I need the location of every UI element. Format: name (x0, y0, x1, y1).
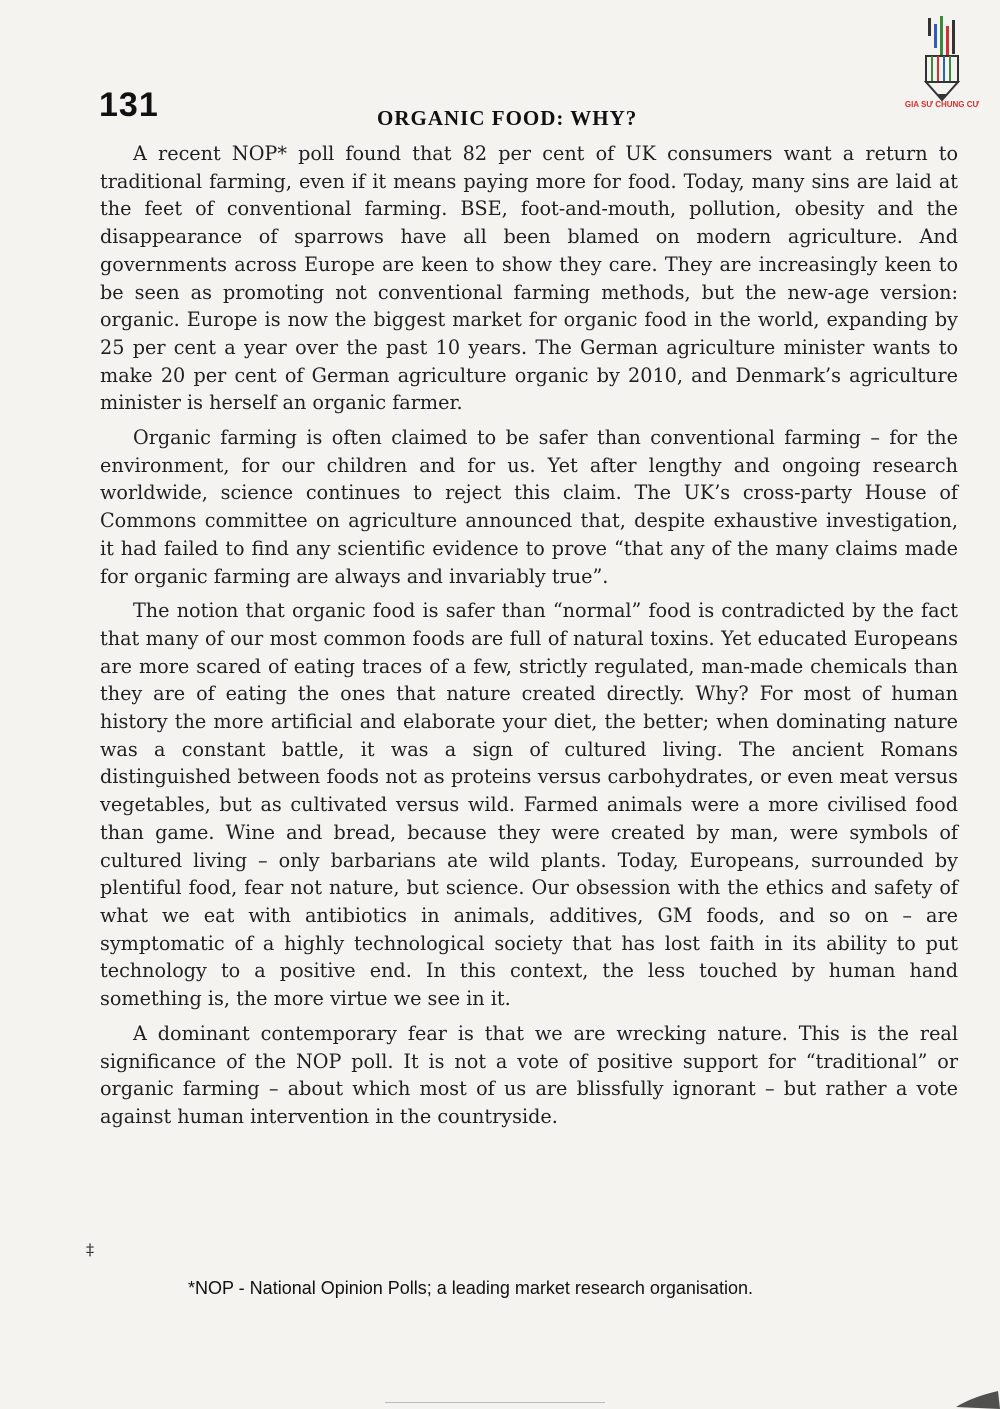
paragraph: A recent NOP* poll found that 82 per cent of UK consumers want a return to traditional farming, even if it means paying more for food. Today, many sins are laid at the feet of conventional farming. BSE, foot-and-mouth, pollution, obesity and the disappearance of sparrows have all been blamed on modern agriculture. And governments across Europe are keen to show they care. They are increasingly keen to be seen as promoting not conventional farming methods, but the new-age version: organic. Europe is now the biggest market for organic food in the world, expanding by 25 per cent a year over the past 10 years. The German agriculture minister wants to make 20 per cent of German agriculture organic by 2010, and Denmark’s agriculture minister is herself an organic farmer. (100, 142, 958, 415)
article-title: ORGANIC FOOD: WHY? (377, 106, 638, 130)
scan-edge-line (385, 1402, 605, 1403)
article-body (100, 140, 958, 1138)
logo-text: GIA SƯ CHUNG CƯ (904, 100, 980, 109)
pencil-logo-icon (912, 16, 974, 112)
margin-mark-icon: ‡ (86, 1240, 94, 1259)
footnote: *NOP - National Opinion Polls; a leading market research organisation. (188, 1278, 753, 1298)
paragraph: Organic farming is often claimed to be safer than conventional farming – for the environment, for our children and for us. Yet after lengthy and ongoing research worldwide, science continues to reject this claim. The UK’s cross-party House of Commons committee on agriculture announced that, despite exhaustive investigation, it had failed to find any scientific evidence to prove “that any of the many claims made for organic farming are always and invariably true”. (100, 426, 958, 588)
scan-smudge-icon (954, 1387, 1000, 1409)
paragraph: The notion that organic food is safer than “normal” food is contradicted by the fact that many of our most common foods are full of natural toxins. Yet educated Europeans are more scared of eating traces of a few, strictly regulated, man-made chemicals than they are of eating the ones that nature created directly. Why? For most of human history the more artificial and elaborate your diet, the better; when dominating nature was a constant battle, it was a sign of cultured living. The ancient Romans distinguished between foods not as proteins versus carbohydrates, or even meat versus vegetables, but as cultivated versus wild. Farmed animals were a more civilised food than game. Wine and bread, because they were created by man, were symbols of cultured living – only barbarians ate wild plants. Today, Europeans, surrounded by plentiful food, fear not nature, but science. Our obsession with the ethics and safety of what we eat with antibiotics in animals, additives, GM foods, and so on – are symptomatic of a highly technological society that has lost faith in its ability to put technology to a positive end. In this context, the less touched by human hand something is, the more virtue we see in it. (100, 599, 958, 1011)
page-number: 131 (99, 86, 159, 124)
paragraph: A dominant contemporary fear is that we are wrecking nature. This is the real significance of the NOP poll. It is not a vote of positive support for “traditional” or organic farming – about which most of us are blissfully ignorant – but rather a vote against human intervention in the countryside. (100, 1021, 958, 1128)
